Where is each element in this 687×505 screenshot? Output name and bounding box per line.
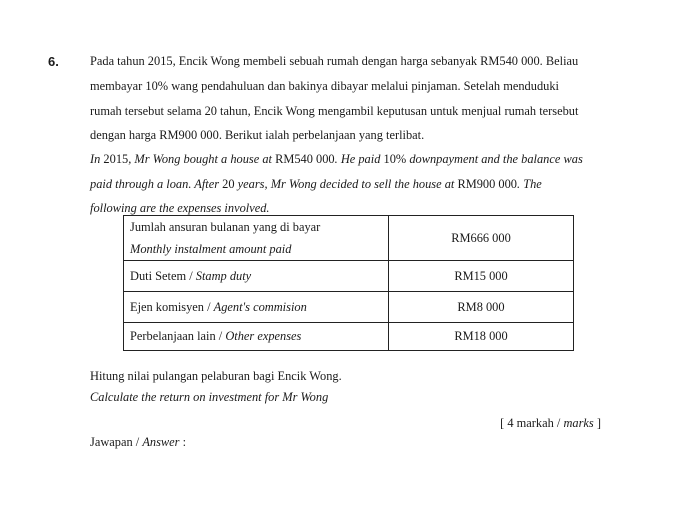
- expenses-table: [123, 215, 574, 351]
- english-text-segment: 10%: [383, 152, 407, 166]
- english-text-segment: RM540 000: [275, 152, 335, 166]
- english-line: [90, 177, 542, 192]
- question-number: 6.: [48, 54, 59, 69]
- english-text-segment: following are the expenses involved.: [90, 201, 270, 215]
- expense-label-malay: Perbelanjaan lain /: [130, 329, 226, 343]
- malay-line: dengan harga RM900 000. Berikut ialah perbelanjaan yang terlibat.: [90, 128, 425, 142]
- english-text-segment: 2015: [103, 152, 129, 166]
- english-text-segment: . The: [517, 177, 542, 191]
- task-english: Calculate the return on investment for Mr Wong: [90, 390, 329, 404]
- expense-label-english: Monthly instalment amount paid: [130, 242, 292, 256]
- english-text-segment: years, Mr Wong decided to sell the house at: [234, 177, 458, 191]
- table-row: [124, 292, 574, 323]
- expense-value: RM8 000: [389, 292, 574, 323]
- table-row: [124, 216, 574, 261]
- expense-value: RM666 000: [389, 216, 574, 261]
- english-text-segment: , Mr Wong bought a house at: [128, 152, 276, 166]
- malay-line: rumah tersebut selama 20 tahun, Encik Wong mengambil keputusan untuk menjual rumah tersebut: [90, 104, 579, 118]
- expense-label-malay: Jumlah ansuran bulanan yang di bayar: [130, 220, 321, 234]
- english-text-segment: RM900 000: [457, 177, 518, 191]
- expense-label-english: Agent's commision: [213, 299, 307, 314]
- marks-italic: marks: [563, 416, 594, 430]
- expense-label-english: Stamp duty: [195, 268, 252, 283]
- expense-label-malay: Duti Setem /: [130, 268, 196, 283]
- answer-colon: :: [179, 435, 187, 449]
- marks-label: [500, 416, 601, 431]
- malay-line: Pada tahun 2015, Encik Wong membeli sebuah rumah dengan harga sebanyak RM540 000. Beliau: [90, 54, 579, 68]
- expense-label: [124, 323, 389, 351]
- english-text-segment: . He paid: [334, 152, 384, 166]
- english-line: [90, 201, 270, 216]
- table-row: [124, 261, 574, 292]
- english-text-segment: In: [90, 152, 104, 166]
- malay-line: membayar 10% wang pendahuluan dan bakinya dibayar melalui pinjaman. Setelah menduduki: [90, 79, 559, 93]
- marks-close: ]: [593, 416, 601, 430]
- table-row: [124, 323, 574, 351]
- expense-value: RM15 000: [389, 261, 574, 292]
- task-malay: Hitung nilai pulangan pelaburan bagi Encik Wong.: [90, 369, 342, 383]
- expense-label: [124, 216, 389, 261]
- english-text-segment: downpayment and the balance was: [406, 152, 583, 166]
- english-line: [90, 152, 583, 167]
- expense-value: RM18 000: [389, 323, 574, 351]
- expense-label: [124, 292, 389, 323]
- expense-label-malay: Ejen komisyen /: [130, 299, 214, 314]
- answer-english: Answer: [142, 435, 180, 449]
- english-text-segment: paid through a loan. After: [90, 177, 223, 191]
- answer-label: [90, 435, 186, 450]
- expense-label: [124, 261, 389, 292]
- answer-malay: Jawapan /: [90, 435, 143, 449]
- english-text-segment: 20: [222, 177, 235, 191]
- marks-open: [ 4 markah /: [500, 416, 564, 430]
- expense-label-english: Other expenses: [225, 329, 302, 343]
